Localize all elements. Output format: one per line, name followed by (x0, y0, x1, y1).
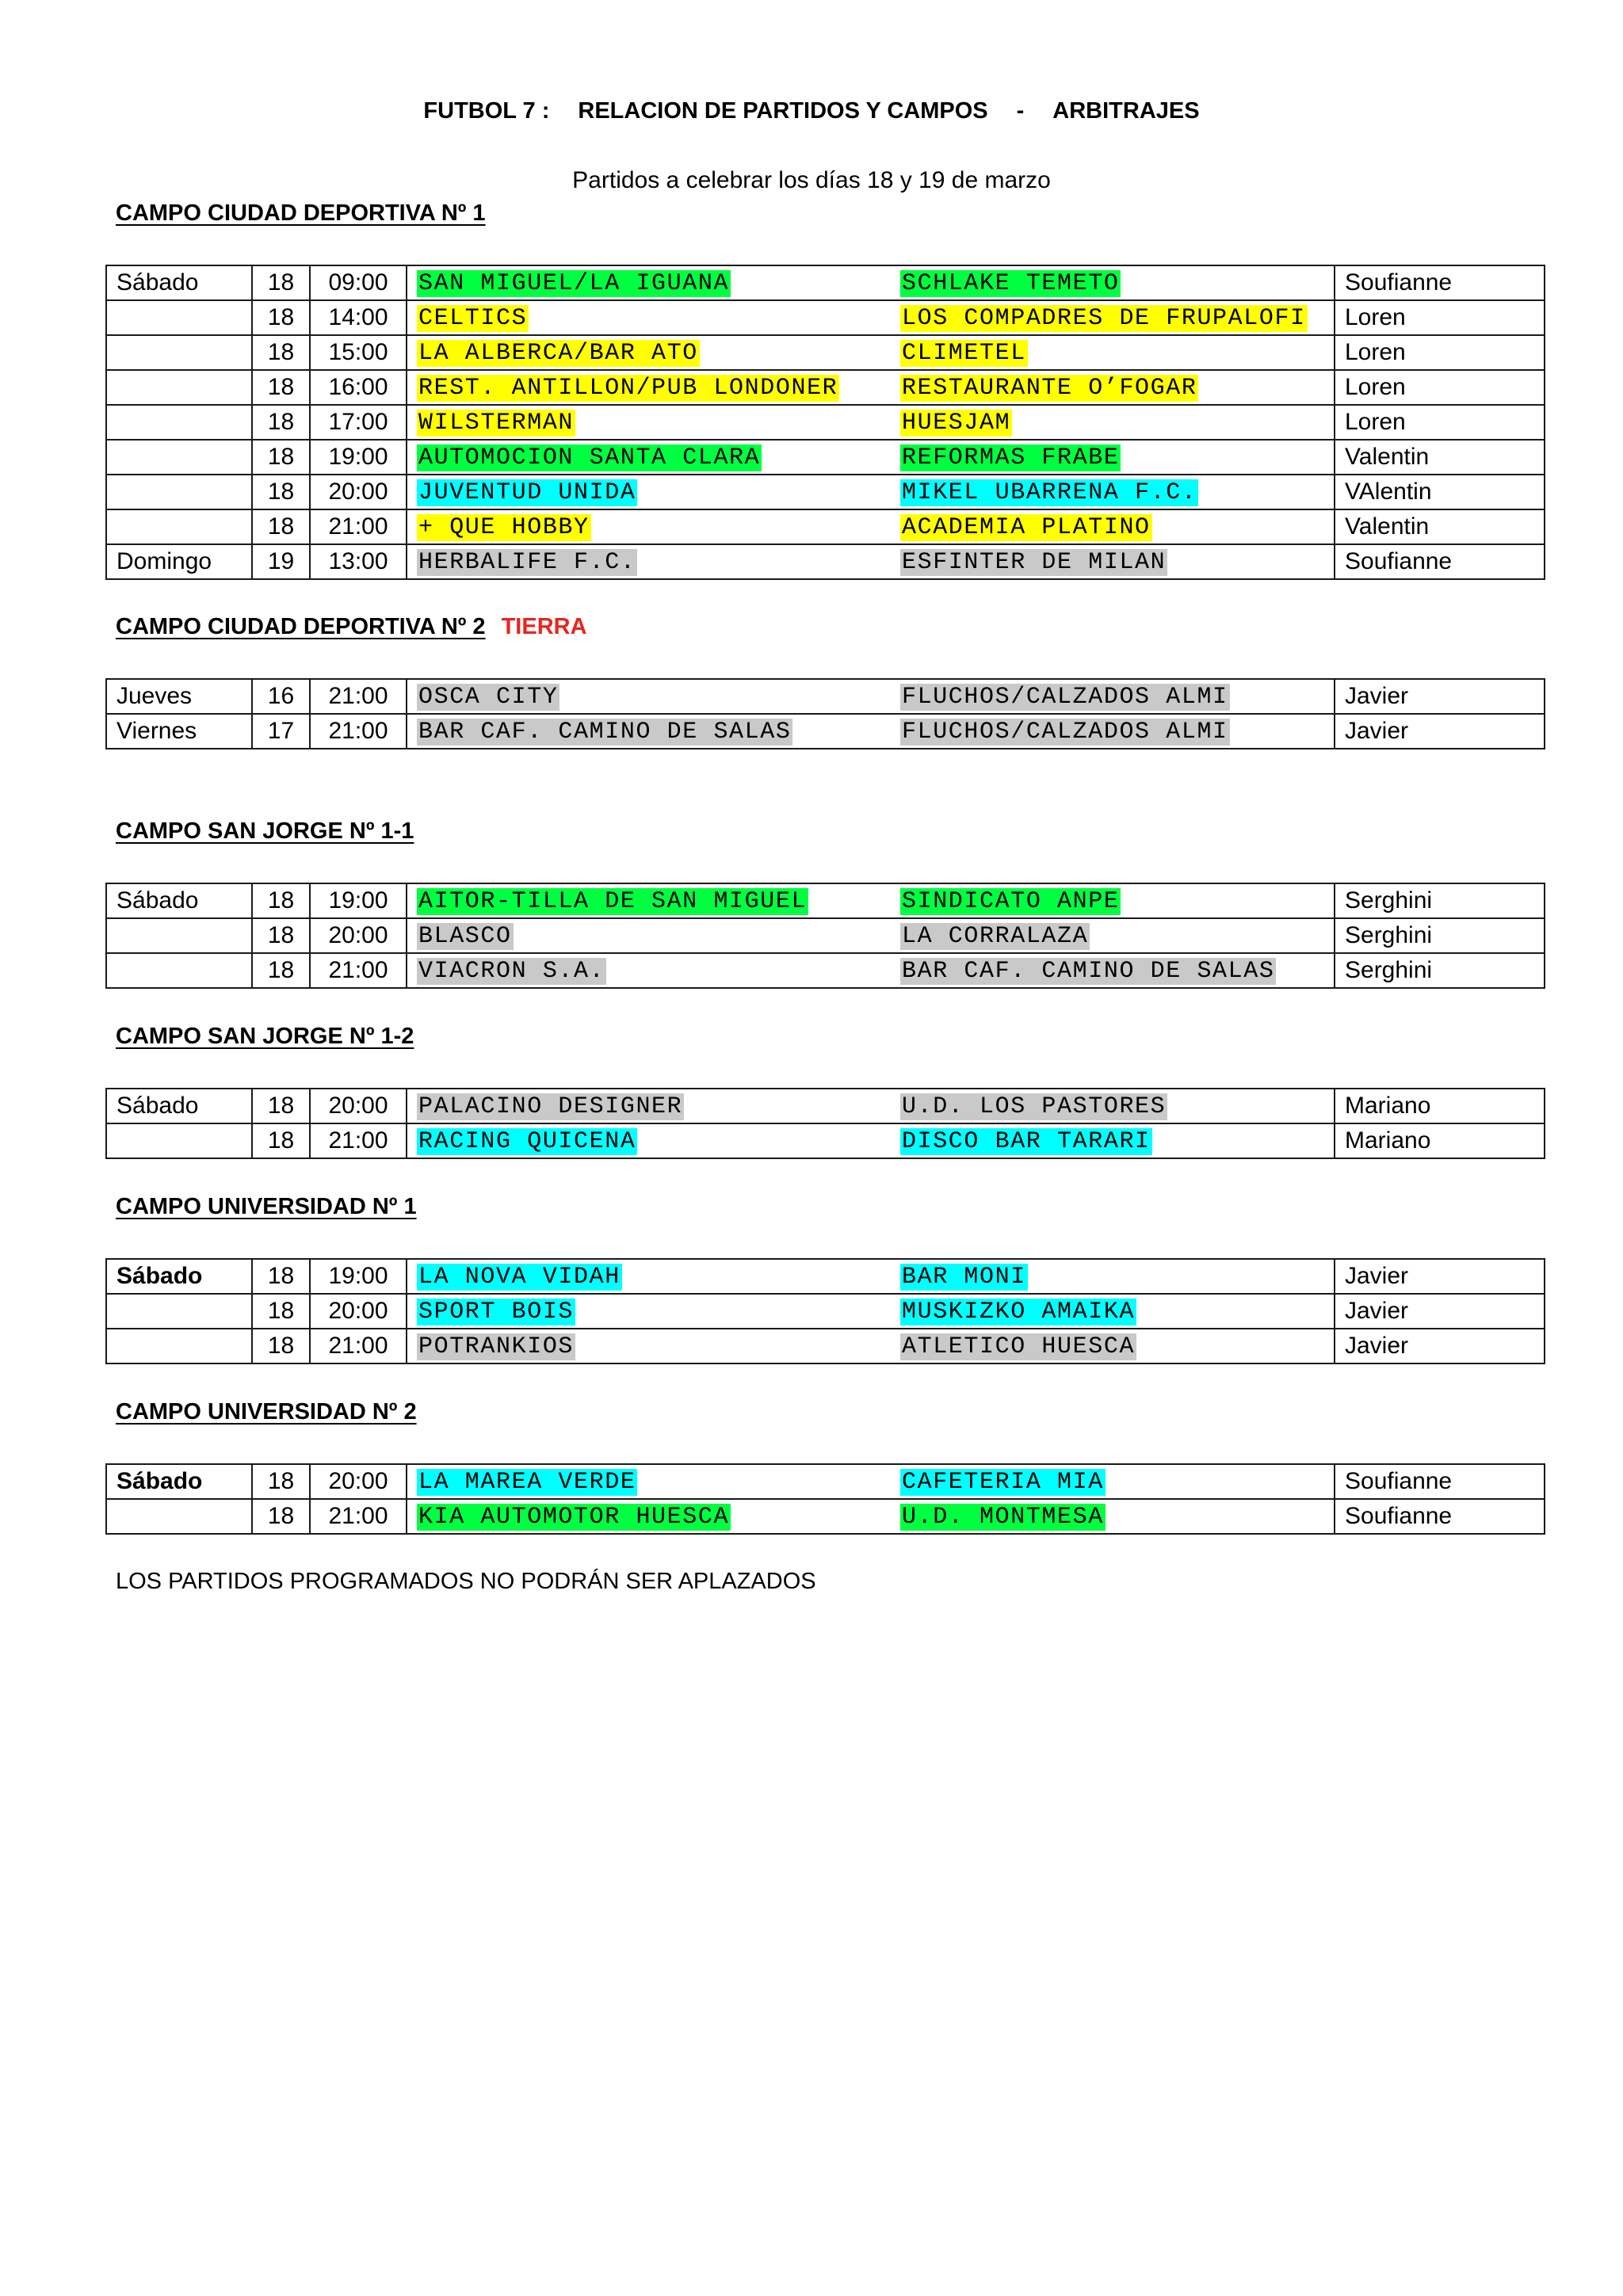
home-team-name: AUTOMOCION SANTA CLARA (418, 444, 761, 471)
time-cell: 17:00 (310, 405, 407, 440)
away-team-name: LA CORRALAZA (902, 923, 1089, 950)
time-cell: 21:00 (310, 714, 407, 749)
home-team-cell (407, 509, 891, 544)
away-team-cell (891, 544, 1335, 579)
time-cell: 21:00 (310, 1499, 407, 1534)
home-team-cell (407, 1294, 891, 1329)
day-cell (106, 509, 252, 544)
away-team-name: MIKEL UBARRENA F.C. (902, 479, 1197, 506)
home-team-name: OSCA CITY (418, 684, 559, 711)
section-title-text: CAMPO CIUDAD DEPORTIVA Nº 2 (116, 614, 486, 639)
date-cell: 18 (252, 370, 310, 405)
referee-cell: Loren (1335, 335, 1545, 370)
away-team-name: BAR MONI (902, 1264, 1026, 1291)
referee-cell: Serghini (1335, 883, 1545, 918)
home-team-name: RACING QUICENA (418, 1128, 636, 1155)
day-cell (106, 440, 252, 475)
referee-cell: Loren (1335, 405, 1545, 440)
referee-cell: Javier (1335, 714, 1545, 749)
away-team-name: CLIMETEL (902, 340, 1026, 367)
referee-cell: Valentin (1335, 509, 1545, 544)
date-cell: 18 (252, 1089, 310, 1123)
day-cell (106, 300, 252, 335)
referee-cell: Soufianne (1335, 1464, 1545, 1499)
referee-cell: Javier (1335, 1259, 1545, 1294)
date-cell: 18 (252, 1294, 310, 1329)
home-team-cell (407, 1259, 891, 1294)
home-team-cell (407, 300, 891, 335)
table-row (106, 475, 1545, 509)
page-subtitle: Partidos a celebrar los días 18 y 19 de marzo (572, 167, 1051, 193)
home-team-cell (407, 1329, 891, 1363)
home-team-cell (407, 1123, 891, 1158)
home-team-name: LA ALBERCA/BAR ATO (418, 340, 698, 367)
time-cell: 21:00 (310, 679, 407, 714)
date-cell: 18 (252, 1329, 310, 1363)
home-team-cell (407, 475, 891, 509)
away-team-cell (891, 1464, 1335, 1499)
day-cell (106, 370, 252, 405)
section-title (116, 818, 414, 845)
away-team-cell (891, 883, 1335, 918)
time-cell: 21:00 (310, 953, 407, 988)
time-cell: 19:00 (310, 883, 407, 918)
date-cell: 18 (252, 1499, 310, 1534)
home-team-name: AITOR-TILLA DE SAN MIGUEL (418, 888, 808, 915)
section-title (116, 1399, 417, 1425)
day-cell (106, 1123, 252, 1158)
away-team-name: U.D. LOS PASTORES (902, 1093, 1167, 1120)
day-cell: Sábado (106, 265, 252, 300)
home-team-name: CELTICS (418, 305, 528, 332)
home-team-name: SAN MIGUEL/LA IGUANA (418, 270, 730, 297)
home-team-cell (407, 405, 891, 440)
home-team-cell (407, 918, 891, 953)
section-title (116, 200, 486, 227)
day-cell (106, 1499, 252, 1534)
away-team-cell (891, 475, 1335, 509)
table-row (106, 335, 1545, 370)
referee-cell: Javier (1335, 1294, 1545, 1329)
away-team-name: ATLETICO HUESCA (902, 1333, 1136, 1360)
away-team-name: REFORMAS FRABE (902, 444, 1120, 471)
referee-cell: Serghini (1335, 918, 1545, 953)
away-team-name: MUSKIZKO AMAIKA (902, 1299, 1136, 1325)
home-team-name: + QUE HOBBY (418, 514, 590, 541)
away-team-name: CAFETERIA MIA (902, 1469, 1104, 1496)
section-title (116, 1024, 414, 1050)
referee-cell: Loren (1335, 370, 1545, 405)
away-team-cell (891, 1329, 1335, 1363)
home-team-name: WILSTERMAN (418, 410, 575, 437)
section-title-text: CAMPO CIUDAD DEPORTIVA Nº 1 (116, 200, 486, 226)
day-cell: Sábado (106, 1464, 252, 1499)
home-team-cell (407, 370, 891, 405)
referee-cell: Valentin (1335, 440, 1545, 475)
table-row (106, 1464, 1545, 1499)
table-row (106, 1294, 1545, 1329)
home-team-cell (407, 265, 891, 300)
schedule-table (105, 1258, 1545, 1364)
section-title-text: CAMPO SAN JORGE Nº 1-1 (116, 818, 414, 844)
title-part-a: FUTBOL 7 : (423, 98, 550, 124)
schedule-table (105, 1463, 1545, 1535)
away-team-cell (891, 1123, 1335, 1158)
section-title-text: CAMPO SAN JORGE Nº 1-2 (116, 1024, 414, 1049)
home-team-name: BAR CAF. CAMINO DE SALAS (418, 719, 792, 746)
page-title (0, 98, 1623, 124)
referee-cell: Soufianne (1335, 544, 1545, 579)
table-row (106, 679, 1545, 714)
day-cell (106, 1294, 252, 1329)
away-team-cell (891, 440, 1335, 475)
date-cell: 18 (252, 265, 310, 300)
referee-cell: Mariano (1335, 1123, 1545, 1158)
time-cell: 20:00 (310, 918, 407, 953)
table-row (106, 1329, 1545, 1363)
day-cell (106, 405, 252, 440)
table-row (106, 405, 1545, 440)
time-cell: 19:00 (310, 1259, 407, 1294)
time-cell: 13:00 (310, 544, 407, 579)
away-team-name: ESFINTER DE MILAN (902, 549, 1167, 576)
away-team-cell (891, 1089, 1335, 1123)
title-part-c: ARBITRAJES (1052, 98, 1200, 124)
home-team-name: KIA AUTOMOTOR HUESCA (418, 1504, 730, 1531)
home-team-cell (407, 953, 891, 988)
table-row (106, 265, 1545, 300)
day-cell (106, 953, 252, 988)
time-cell: 20:00 (310, 1294, 407, 1329)
time-cell: 15:00 (310, 335, 407, 370)
away-team-name: DISCO BAR TARARI (902, 1128, 1151, 1155)
schedule-table (105, 265, 1545, 580)
day-cell: Sábado (106, 1089, 252, 1123)
time-cell: 20:00 (310, 1464, 407, 1499)
referee-cell: Soufianne (1335, 1499, 1545, 1534)
day-cell (106, 918, 252, 953)
table-row (106, 370, 1545, 405)
date-cell: 18 (252, 918, 310, 953)
referee-cell: Javier (1335, 1329, 1545, 1363)
home-team-cell (407, 679, 891, 714)
away-team-cell (891, 953, 1335, 988)
date-cell: 17 (252, 714, 310, 749)
table-row (106, 1499, 1545, 1534)
section-title (116, 614, 587, 640)
date-cell: 18 (252, 1259, 310, 1294)
away-team-name: HUESJAM (902, 410, 1011, 437)
away-team-cell (891, 679, 1335, 714)
home-team-cell (407, 1499, 891, 1534)
referee-cell: Soufianne (1335, 265, 1545, 300)
date-cell: 18 (252, 1123, 310, 1158)
section-note-tierra: TIERRA (501, 614, 587, 639)
date-cell: 18 (252, 475, 310, 509)
away-team-cell (891, 1294, 1335, 1329)
day-cell: Jueves (106, 679, 252, 714)
section-title-text: CAMPO UNIVERSIDAD Nº 1 (116, 1194, 417, 1219)
table-row (106, 1089, 1545, 1123)
away-team-name: SCHLAKE TEMETO (902, 270, 1120, 297)
table-row (106, 1259, 1545, 1294)
date-cell: 18 (252, 883, 310, 918)
table-row (106, 544, 1545, 579)
date-cell: 18 (252, 953, 310, 988)
time-cell: 21:00 (310, 1329, 407, 1363)
table-row (106, 440, 1545, 475)
date-cell: 18 (252, 1464, 310, 1499)
away-team-cell (891, 1499, 1335, 1534)
away-team-cell (891, 918, 1335, 953)
home-team-name: HERBALIFE F.C. (418, 549, 636, 576)
home-team-cell (407, 335, 891, 370)
home-team-cell (407, 1464, 891, 1499)
away-team-cell (891, 1259, 1335, 1294)
away-team-name: U.D. MONTMESA (902, 1504, 1104, 1531)
table-row (106, 953, 1545, 988)
away-team-cell (891, 370, 1335, 405)
date-cell: 19 (252, 544, 310, 579)
date-cell: 18 (252, 405, 310, 440)
referee-cell: VAlentin (1335, 475, 1545, 509)
section-title (116, 1194, 417, 1220)
home-team-cell (407, 714, 891, 749)
title-part-b: RELACION DE PARTIDOS Y CAMPOS (578, 98, 988, 124)
table-row (106, 918, 1545, 953)
away-team-name: FLUCHOS/CALZADOS ALMI (902, 684, 1228, 711)
away-team-cell (891, 714, 1335, 749)
time-cell: 20:00 (310, 475, 407, 509)
home-team-cell (407, 544, 891, 579)
home-team-name: SPORT BOIS (418, 1299, 575, 1325)
away-team-name: FLUCHOS/CALZADOS ALMI (902, 719, 1228, 746)
table-row (106, 300, 1545, 335)
time-cell: 21:00 (310, 1123, 407, 1158)
day-cell (106, 475, 252, 509)
home-team-name: PALACINO DESIGNER (418, 1093, 683, 1120)
schedule-table (105, 678, 1545, 749)
referee-cell: Loren (1335, 300, 1545, 335)
home-team-name: POTRANKIOS (418, 1333, 575, 1360)
footer-note: LOS PARTIDOS PROGRAMADOS NO PODRÁN SER APLAZADOS (116, 1569, 816, 1594)
day-cell: Viernes (106, 714, 252, 749)
time-cell: 19:00 (310, 440, 407, 475)
day-cell (106, 1329, 252, 1363)
away-team-name: ACADEMIA PLATINO (902, 514, 1151, 541)
table-row (106, 1123, 1545, 1158)
home-team-name: VIACRON S.A. (418, 958, 605, 985)
home-team-name: REST. ANTILLON/PUB LONDONER (418, 375, 838, 402)
date-cell: 18 (252, 335, 310, 370)
referee-cell: Mariano (1335, 1089, 1545, 1123)
away-team-name: SINDICATO ANPE (902, 888, 1120, 915)
schedule-table (105, 1088, 1545, 1159)
date-cell: 18 (252, 509, 310, 544)
home-team-name: JUVENTUD UNIDA (418, 479, 636, 506)
table-row (106, 714, 1545, 749)
time-cell: 21:00 (310, 509, 407, 544)
away-team-name: BAR CAF. CAMINO DE SALAS (902, 958, 1275, 985)
home-team-cell (407, 1089, 891, 1123)
home-team-cell (407, 440, 891, 475)
home-team-name: LA NOVA VIDAH (418, 1264, 621, 1291)
away-team-cell (891, 405, 1335, 440)
away-team-name: LOS COMPADRES DE FRUPALOFI (902, 305, 1306, 332)
away-team-cell (891, 509, 1335, 544)
time-cell: 20:00 (310, 1089, 407, 1123)
away-team-cell (891, 265, 1335, 300)
schedule-table (105, 883, 1545, 989)
time-cell: 14:00 (310, 300, 407, 335)
time-cell: 09:00 (310, 265, 407, 300)
section-title-text: CAMPO UNIVERSIDAD Nº 2 (116, 1399, 417, 1425)
away-team-name: RESTAURANTE O’FOGAR (902, 375, 1197, 402)
day-cell (106, 335, 252, 370)
home-team-name: BLASCO (418, 923, 512, 950)
away-team-cell (891, 335, 1335, 370)
date-cell: 16 (252, 679, 310, 714)
table-row (106, 883, 1545, 918)
away-team-cell (891, 300, 1335, 335)
day-cell: Sábado (106, 883, 252, 918)
referee-cell: Serghini (1335, 953, 1545, 988)
table-row (106, 509, 1545, 544)
date-cell: 18 (252, 300, 310, 335)
day-cell: Domingo (106, 544, 252, 579)
referee-cell: Javier (1335, 679, 1545, 714)
time-cell: 16:00 (310, 370, 407, 405)
home-team-name: LA MAREA VERDE (418, 1469, 636, 1496)
date-cell: 18 (252, 440, 310, 475)
home-team-cell (407, 883, 891, 918)
day-cell: Sábado (106, 1259, 252, 1294)
title-separator: - (1016, 98, 1025, 124)
